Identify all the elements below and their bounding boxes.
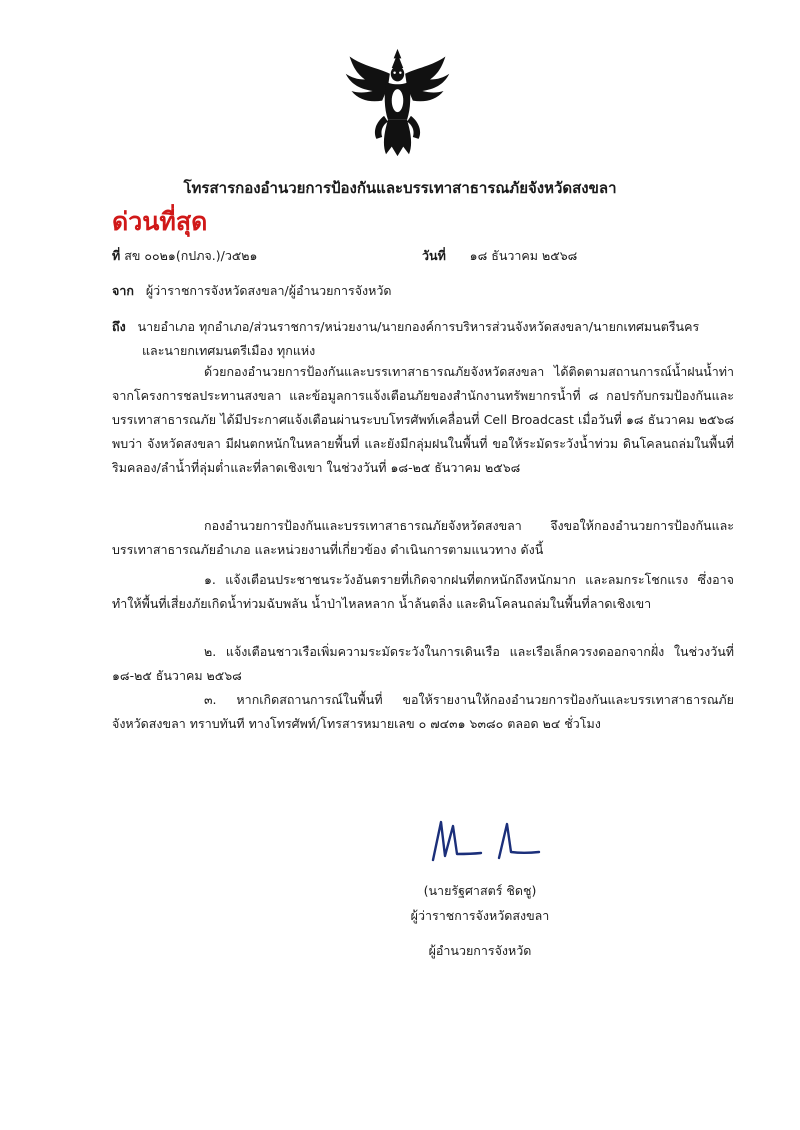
to-label: ถึง	[112, 319, 126, 334]
signer-role: ผู้อำนวยการจังหวัด	[428, 943, 532, 958]
document-date	[422, 246, 577, 266]
document-date-label: วันที่	[422, 248, 446, 263]
signer-name: (นายรัฐศาสตร์ ชิดชู)	[423, 883, 537, 898]
instruction-item-1: ๑. แจ้งเตือนประชาชนระวังอันตรายที่เกิดจากฝนที่ตกหนักถึงหนักมาก และลมกระโชกแรง ซึ่งอาจทำให้พื้นที่เสี่ยงภัยเกิดน้ำท่วมฉับพลัน น้ำป่าไหลหลาก น้ำล้นตลิ่ง และดินโคลนถล่มในพื้นที่ลาดเชิงเขา	[112, 572, 734, 611]
from-value: ผู้ว่าราชการจังหวัดสงขลา/ผู้อำนวยการจังหวัด	[145, 283, 392, 298]
body-paragraph-1: ด้วยกองอำนวยการป้องกันและบรรเทาสาธารณภัยจังหวัดสงขลา ได้ติดตามสถานการณ์น้ำฝนน้ำท่าจากโครงการชลประทานสงขลา และข้อมูลการแจ้งเตือนภัยของสำนักงานทรัพยากรน้ำที่ ๘ กอปรกับกรมป้องกันและบรรเทาสาธารณภัย ได้มีประกาศแจ้งเตือนผ่านระบบโทรศัพท์เคลื่อนที่ Cell Broadcast เมื่อวันที่ ๑๘ ธันวาคม ๒๕๖๘ พบว่า จังหวัดสงขลา มีฝนตกหนักในหลายพื้นที่ และยังมีกลุ่มฝนในพื้นที่ ขอให้ระมัดระวังน้ำท่วม ดินโคลนถล่มในพื้นที่ริมคลอง/ลำน้ำที่ลุ่มต่ำและที่ลาดเชิงเขา ในช่วงวันที่ ๑๘-๒๕ ธันวาคม ๒๕๖๘	[112, 364, 734, 475]
urgency-marker: ด่วนที่สุด	[112, 207, 208, 236]
to-value-line-2: และนายกเทศมนตรีเมือง ทุกแห่ง	[142, 343, 316, 358]
document-number	[112, 246, 257, 266]
signer-title: ผู้ว่าราชการจังหวัดสงขลา	[410, 908, 550, 923]
from-label: จาก	[112, 283, 134, 298]
instruction-item-2: ๒. แจ้งเตือนชาวเรือเพิ่มความระมัดระวังในการเดินเรือ และเรือเล็กควรงดออกจากฝั่ง ในช่วงวันที่ ๑๘-๒๕ ธันวาคม ๒๕๖๘	[112, 644, 734, 683]
document-number-value: สข ๐๐๒๑(กปภจ.)/ว๕๒๑	[124, 248, 258, 263]
document-date-value: ๑๘ ธันวาคม ๒๕๖๘	[469, 248, 578, 263]
to-row	[112, 315, 732, 363]
handwritten-signature-icon	[415, 816, 555, 866]
to-value-line-1: นายอำเภอ ทุกอำเภอ/ส่วนราชการ/หน่วยงาน/นายกองค์การบริหารส่วนจังหวัดสงขลา/นายกเทศมนตรีนคร	[137, 319, 700, 334]
agency-title: โทรสารกองอำนวยการป้องกันและบรรเทาสาธารณภัยจังหวัดสงขลา	[183, 179, 617, 197]
garuda-emblem-icon	[340, 45, 455, 160]
document-number-label: ที่	[112, 248, 121, 263]
to-line-1	[112, 315, 732, 339]
body-paragraph-2: กองอำนวยการป้องกันและบรรเทาสาธารณภัยจังหวัดสงขลา จึงขอให้กองอำนวยการป้องกันและบรรเทาสาธารณภัยอำเภอ และหน่วยงานที่เกี่ยวข้อง ดำเนินการตามแนวทาง ดังนี้	[112, 518, 734, 557]
from-row	[112, 281, 392, 301]
signature-block	[380, 878, 580, 963]
instruction-item-3: ๓. หากเกิดสถานการณ์ในพื้นที่ ขอให้รายงานให้กองอำนวยการป้องกันและบรรเทาสาธารณภัยจังหวัดสงขลา ทราบทันที ทางโทรศัพท์/โทรสารหมายเลข ๐ ๗๔๓๑ ๖๓๘๐ ตลอด ๒๔ ชั่วโมง	[112, 692, 734, 731]
